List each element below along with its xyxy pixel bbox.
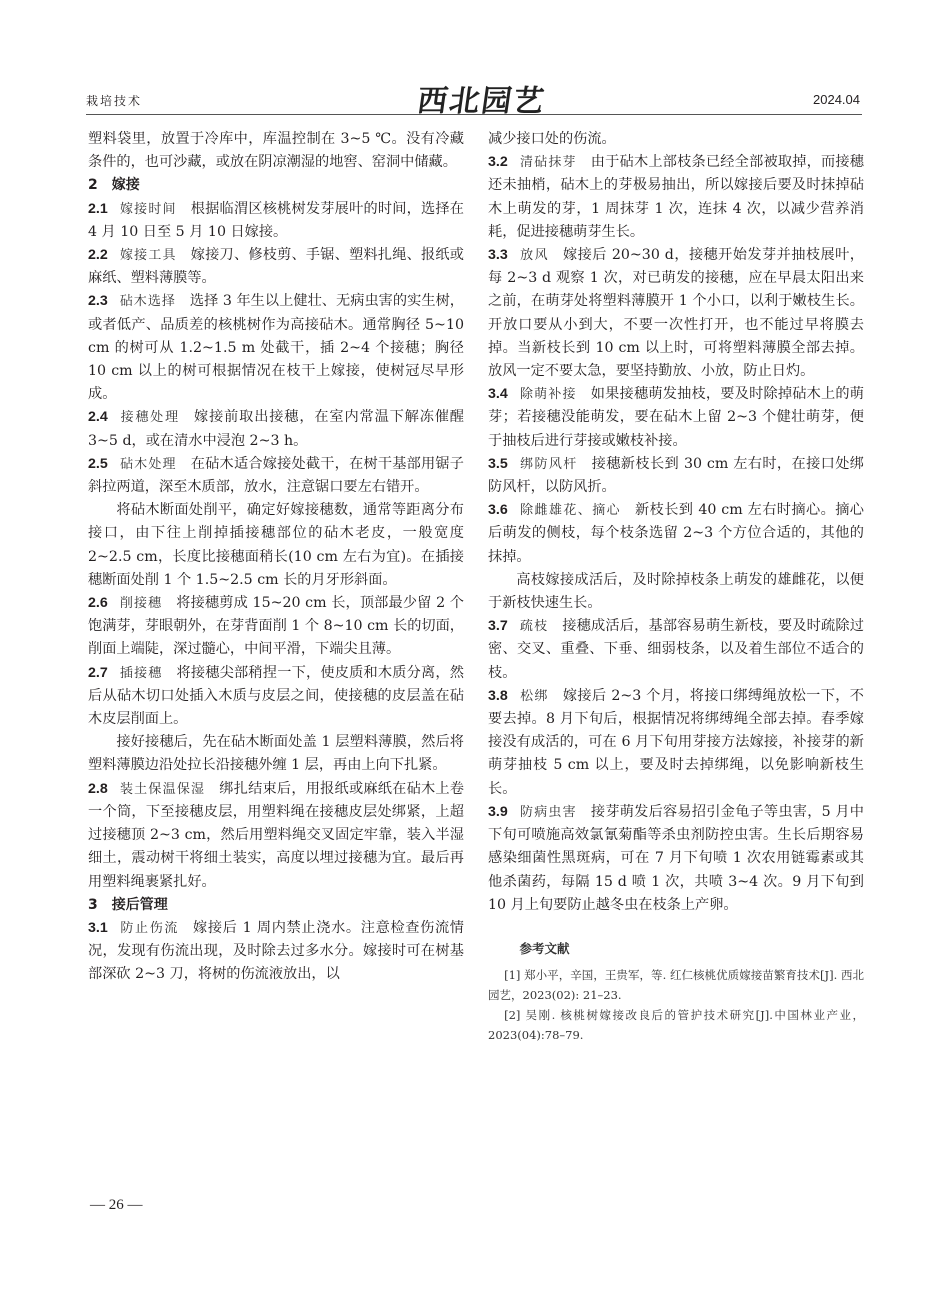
subsection-number: 2.3 — [88, 293, 108, 310]
subsection — [88, 662, 464, 732]
subsection-number: 3.2 — [488, 154, 508, 171]
subsection — [88, 290, 464, 406]
header-rule — [86, 114, 862, 115]
subsection-text: 绑扎结束后，用报纸或麻纸在砧木上卷一个筒，下至接穗皮层，用塑料绳在接穗皮层处绑紧，上超过接穗顶 2~3 cm，然后用塑料绳交叉固定牢靠，装入半湿细土，震动树干将细土装实，高度以埋过接穗为宜。最后再用塑料绳裹紧扎好。 — [88, 780, 464, 890]
subsection-text: 由于砧木上部枝条已经全部被取掉，而接穗还未抽梢，砧木上的芽极易抽出，所以嫁接后要及时抹掉砧木上萌发的芽，1 周抹芽 1 次，连抹 4 次，以减少营养消耗，促进接穗萌芽生长。 — [488, 154, 864, 240]
subsection-title: 砧木处理 — [119, 456, 177, 472]
paragraph: 塑料袋里，放置于冷库中，库温控制在 3~5 ℃。没有冷藏条件的，也可沙藏，或放在阴凉潮湿的地窖、窑洞中储藏。 — [88, 131, 464, 171]
subsection-text: 新枝长到 40 cm 左右时摘心。摘心后萌发的侧枝，每个枝条选留 2~3 个方位合适的，其他的抹掉。 — [488, 502, 864, 565]
subsection-number: 2.7 — [88, 664, 108, 681]
subsection-text: 在砧木适合嫁接处截干，在树干基部用锯子斜拉两道，深至木质部，放水，注意锯口要左右错开。 — [88, 455, 464, 496]
subsection-text: 嫁接刀、修枝剪、手锯、塑料扎绳、报纸或麻纸、塑料薄膜等。 — [88, 247, 464, 287]
subsection-number: 3.6 — [488, 502, 508, 519]
subsection-title: 接穗处理 — [119, 410, 181, 426]
subsection-text: 将接穗剪成 15~20 cm 长，顶部最少留 2 个饱满芽，芽眼朝外，在芽背面削 1 个 8~10 cm 长的切面，削面上端陡，深过髓心，中间平滑，下端尖且薄。 — [88, 595, 464, 658]
subsection-title: 削接穗 — [119, 596, 163, 612]
subsection-text: 根据临渭区核桃树发芽展叶的时间，选择在 4 月 10 日至 5 月 10 日嫁接。 — [88, 200, 464, 240]
subsection-title: 防止伤流 — [119, 920, 179, 936]
running-header-section: 栽培技术 — [86, 94, 143, 108]
subsection-title: 松绑 — [519, 688, 549, 704]
paragraph: 减少接口处的伤流。 — [488, 131, 616, 147]
subsection — [488, 685, 864, 801]
subsection-number: 3.5 — [488, 455, 508, 472]
subsection — [88, 244, 464, 290]
subsection — [88, 592, 464, 662]
subsection-title: 砧木选择 — [119, 294, 176, 310]
subsection-title: 除萌补接 — [519, 387, 577, 403]
reference-item: [1] 郑小平，辛国，王贵军，等. 红仁核桃优质嫁接苗繁育技术[J]. 西北园艺，2023(02): 21–23. — [488, 967, 864, 1002]
subsection-title: 嫁接时间 — [119, 201, 177, 217]
reference-item: [2] 吴刚. 核桃树嫁接改良后的管护技术研究[J].中国林业产业，2023(04):78–79. — [488, 1007, 864, 1042]
paragraph: 将砧木断面处削平，确定好嫁接穗数，通常等距离分布接口，由下往上削掉插接穗部位的砧木老皮，一般宽度 2~2.5 cm，长度比接穗面稍长(10 cm 左右为宜)。在插接穗断面处削 1 个 1.5~2.5 cm 长的月牙形斜面。 — [88, 502, 464, 588]
subsection-number: 2.4 — [88, 409, 108, 426]
subsection-number: 2.1 — [88, 200, 108, 217]
subsection-text: 接穗成活后，基部容易萌生新枝，要及时疏除过密、交叉、重叠、下垂、细弱枝条，以及着生部位不适合的枝。 — [488, 618, 864, 681]
subsection-title: 防病虫害 — [519, 804, 577, 820]
subsection-text: 嫁接后 1 周内禁止浇水。注意检查伤流情况，发现有伤流出现，及时除去过多水分。嫁接时可在树基部深砍 2~3 刀，将树的伤流液放出，以 — [88, 919, 464, 983]
subsection-number: 3.4 — [488, 386, 508, 403]
subsection — [488, 244, 864, 383]
subsection — [88, 778, 464, 894]
subsection — [88, 406, 464, 452]
subsection — [488, 383, 864, 453]
paragraph: 高枝嫁接成活后，及时除掉枝条上萌发的雄雌花，以便于新枝快速生长。 — [488, 571, 864, 612]
subsection-number: 2.8 — [88, 780, 108, 797]
subsection — [88, 198, 464, 244]
subsection-title: 装土保温保湿 — [119, 781, 206, 797]
subsection-number: 3.9 — [488, 803, 508, 820]
page-number: — 26 — — [90, 1197, 143, 1213]
subsection-text: 接芽萌发后容易招引金龟子等虫害，5 月中下旬可喷施高效氯氰菊酯等杀虫剂防控虫害。生长后期容易感染细菌性黑斑病，可在 7 月下旬喷 1 次农用链霉素或其他杀菌药，每隔 15 d 喷 1 次，共喷 3~4 次。9 月下旬到 10 月上旬要防止越冬虫在枝条上产卵。 — [488, 803, 864, 913]
right-column — [488, 128, 864, 1045]
subsection-number: 3.8 — [488, 687, 508, 704]
subsection-text: 嫁接后 2~3 个月，将接口绑缚绳放松一下，不要去掉。8 月下旬后，根据情况将绑缚绳全部去掉。春季嫁接没有成活的，可在 6 月下旬用芽接方法嫁接，补接芽的新萌芽抽枝 5 cm 以上，要及时去掉绑绳，以免影响新枝生长。 — [488, 687, 864, 797]
subsection-title: 除雌雄花、摘心 — [519, 503, 622, 519]
subsection-title: 插接穗 — [119, 665, 163, 681]
references — [488, 939, 864, 1045]
subsection-text: 如果接穗萌发抽枝，要及时除掉砧木上的萌芽；若接穗没能萌发，要在砧木上留 2~3 个健壮萌芽，便于抽枝后进行芽接或嫩枝补接。 — [488, 386, 864, 449]
subsection-title: 放风 — [519, 248, 550, 264]
references-title: 参考文献 — [519, 940, 570, 956]
section-heading: 2 嫁接 — [88, 177, 140, 194]
subsection-number: 2.6 — [88, 595, 108, 612]
subsection-text: 选择 3 年生以上健壮、无病虫害的实生树，或者低产、品质差的核桃树作为高接砧木。通常胸径 5~10 cm 的树可从 1.2~1.5 m 处截干，插 2~4 个接穗；胸径 10 cm 以上的树可根据情况在枝干上嫁接，使树冠尽早形成。 — [88, 293, 464, 403]
subsection-text: 接穗新枝长到 30 cm 左右时，在接口处绑防风杆，以防风折。 — [488, 455, 864, 496]
subsection — [88, 453, 464, 499]
subsection — [488, 151, 864, 244]
subsection — [488, 453, 864, 499]
subsection-number: 2.5 — [88, 455, 108, 472]
journal-logo: 西北园艺 — [415, 84, 548, 119]
subsection-number: 3.1 — [88, 919, 108, 936]
subsection-title: 绑防风杆 — [519, 456, 578, 472]
subsection-text: 嫁接后 20~30 d，接穗开始发芽并抽枝展叶，每 2~3 d 观察 1 次，对已萌发的接穗，应在早晨太阳出来之前，在萌芽处将塑料薄膜开 1 个小口，以利于嫩枝生长。开放口要从小到大，不要一次性打开，也不能过早将膜去掉。当新枝长到 10 cm 以上时，可将塑料薄膜全部去掉。放风一定不要太急，要坚持勤放、小放，防止日灼。 — [488, 247, 864, 380]
subsection-number: 3.7 — [488, 618, 508, 635]
subsection-text: 嫁接前取出接穗，在室内常温下解冻催醒 3~5 d，或在清水中浸泡 2~3 h。 — [88, 409, 464, 449]
subsection-number: 3.3 — [488, 247, 508, 264]
subsection-text: 将接穗尖部稍捏一下，使皮质和木质分离，然后从砧木切口处插入木质与皮层之间，使接穗的皮层盖在砧木皮层削面上。 — [88, 664, 464, 728]
paragraph: 接好接穗后，先在砧木断面处盖 1 层塑料薄膜，然后将塑料薄膜边沿处拉长沿接穗外缠 1 层，再由上向下扎紧。 — [88, 734, 464, 774]
subsection — [488, 499, 864, 569]
subsection — [88, 917, 464, 987]
subsection-number: 2.2 — [88, 247, 108, 264]
subsection — [488, 801, 864, 917]
subsection-title: 嫁接工具 — [119, 248, 177, 264]
subsection-title: 疏枝 — [519, 619, 549, 635]
subsection-title: 清砧抹芽 — [519, 155, 577, 171]
issue-number: 2024.04 — [813, 92, 860, 107]
left-column — [88, 128, 464, 987]
section-heading: 3 接后管理 — [88, 896, 168, 913]
subsection — [488, 615, 864, 685]
